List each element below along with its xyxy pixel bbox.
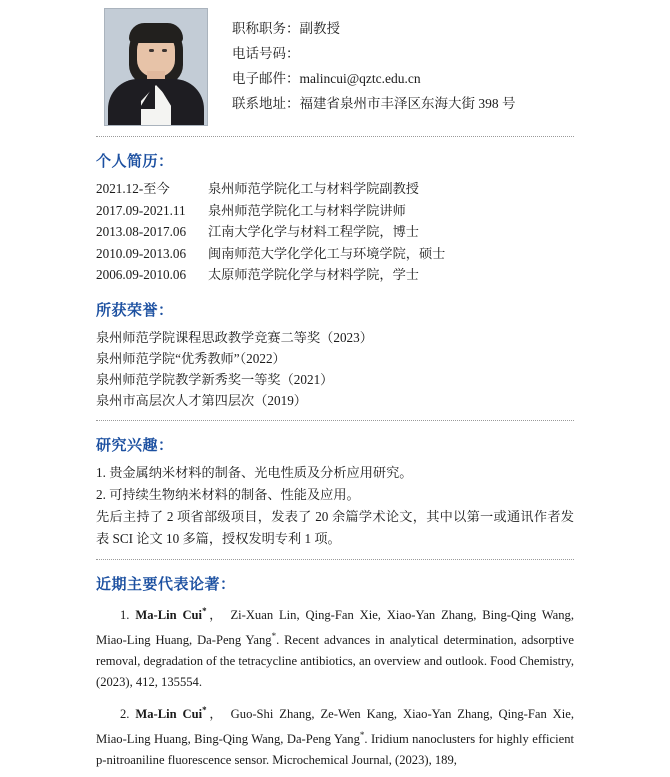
resume-item-date: 2021.12-至今 <box>96 181 170 196</box>
divider-header <box>96 136 574 137</box>
resume-item-date: 2006.09-2010.06 <box>96 267 187 282</box>
publication-item <box>96 601 574 693</box>
publication-author: Ma-Lin Cui <box>135 707 203 722</box>
contact-row-address <box>232 91 516 116</box>
honor-item: 泉州师范学院教学新秀奖一等奖（2021） <box>96 371 334 387</box>
divider-interests <box>96 559 574 560</box>
publication-author: Ma-Lin Cui <box>135 607 203 622</box>
divider-honors <box>96 420 574 421</box>
contact-label-email: 电子邮件： <box>232 71 300 86</box>
publication-number: 2. <box>120 707 136 722</box>
resume-item-desc: 泉州师范学院化工与材料学院讲师 <box>208 202 406 218</box>
resume-item <box>96 178 574 200</box>
resume-item <box>96 243 574 265</box>
publication-author-star: * <box>202 605 207 616</box>
portrait-photo <box>104 8 208 126</box>
contact-label-address: 联系地址： <box>232 96 300 111</box>
interest-item: 1. 贵金属纳米材料的制备、光电性质及分析应用研究。 <box>96 464 413 480</box>
publication-corresponding-star: * <box>359 730 365 741</box>
resume-item-date: 2010.09-2013.06 <box>96 245 187 261</box>
publication-corresponding-star: * <box>271 630 277 641</box>
contact-info <box>232 8 516 116</box>
contact-value-email[interactable]: malincui@qztc.edu.cn <box>299 71 421 86</box>
contact-label-title: 职称职务： <box>232 21 300 36</box>
resume-item-desc: 泉州师范学院化工与材料学院副教授 <box>208 181 419 196</box>
interest-item: 2. 可持续生物纳米材料的制备、性能及应用。 <box>96 486 360 502</box>
contact-row-title <box>232 16 516 41</box>
publication-coauthors: ， Zi-Xuan Lin, Qing-Fan Xie, Xiao-Yan Zhang, Bing-Qing Wang, Miao-Ling Huang, Da-Peng Yang <box>96 607 574 647</box>
contact-value-address: 福建省泉州市丰泽区东海大街 398 号 <box>299 96 516 111</box>
contact-value-title: 副教授 <box>299 21 340 36</box>
contact-row-email <box>232 66 516 91</box>
resume-item-desc: 江南大学化学与材料工程学院，博士 <box>208 224 419 239</box>
interest-summary: 先后主持了 2 项省部级项目，发表了 20 余篇学术论文，其中以第一或通讯作者发表 SCI 论文 10 多篇，授权发明专利 1 项。 <box>96 508 574 546</box>
section-title-publications: 近期主要代表论著： <box>96 576 236 593</box>
honor-item: 泉州师范学院课程思政教学竞赛二等奖（2023） <box>96 329 373 345</box>
content-area <box>0 150 670 771</box>
resume-item-date: 2013.08-2017.06 <box>96 224 187 239</box>
publication-coauthors: ， Guo-Shi Zhang, Ze-Wen Kang, Xiao-Yan Zhang, Qing-Fan Xie, Miao-Ling Huang, Bing-Qing Wang, Da-Peng Yang <box>96 707 575 747</box>
section-title-interests: 研究兴趣： <box>96 437 174 454</box>
resume-item <box>96 221 574 243</box>
resume-item-desc: 闽南师范大学化学化工与环境学院，硕士 <box>208 245 446 261</box>
resume-item <box>96 200 574 222</box>
honor-item: 泉州市高层次人才第四层次（2019） <box>96 392 307 408</box>
contact-label-phone: 电话号码： <box>232 46 300 61</box>
contact-row-phone <box>232 41 516 66</box>
resume-item-desc: 太原师范学院化学与材料学院，学士 <box>208 267 419 282</box>
photo-container <box>104 8 208 126</box>
publication-item <box>96 700 574 771</box>
publication-number: 1. <box>120 607 136 622</box>
publication-author-star: * <box>202 704 207 715</box>
section-title-resume: 个人简历： <box>96 154 174 170</box>
section-title-honors: 所获荣誉： <box>96 302 174 319</box>
publication-citation: . Recent advances in analytical determination, adsorptive removal, degradation of the tetracycline antibiotics, an overview and outlook. Food Chemistry, (2023), 412, 135554. <box>96 632 574 689</box>
honor-item: 泉州师范学院“优秀教师”（2022） <box>96 350 286 366</box>
publication-citation: . Iridium nanoclusters for highly efficient p-nitroaniline fluorescence sensor. Microchemical Journal, (2023), 189, <box>96 732 574 768</box>
resume-item <box>96 264 574 286</box>
header-block <box>0 0 670 126</box>
resume-item-date: 2017.09-2021.11 <box>96 202 186 218</box>
